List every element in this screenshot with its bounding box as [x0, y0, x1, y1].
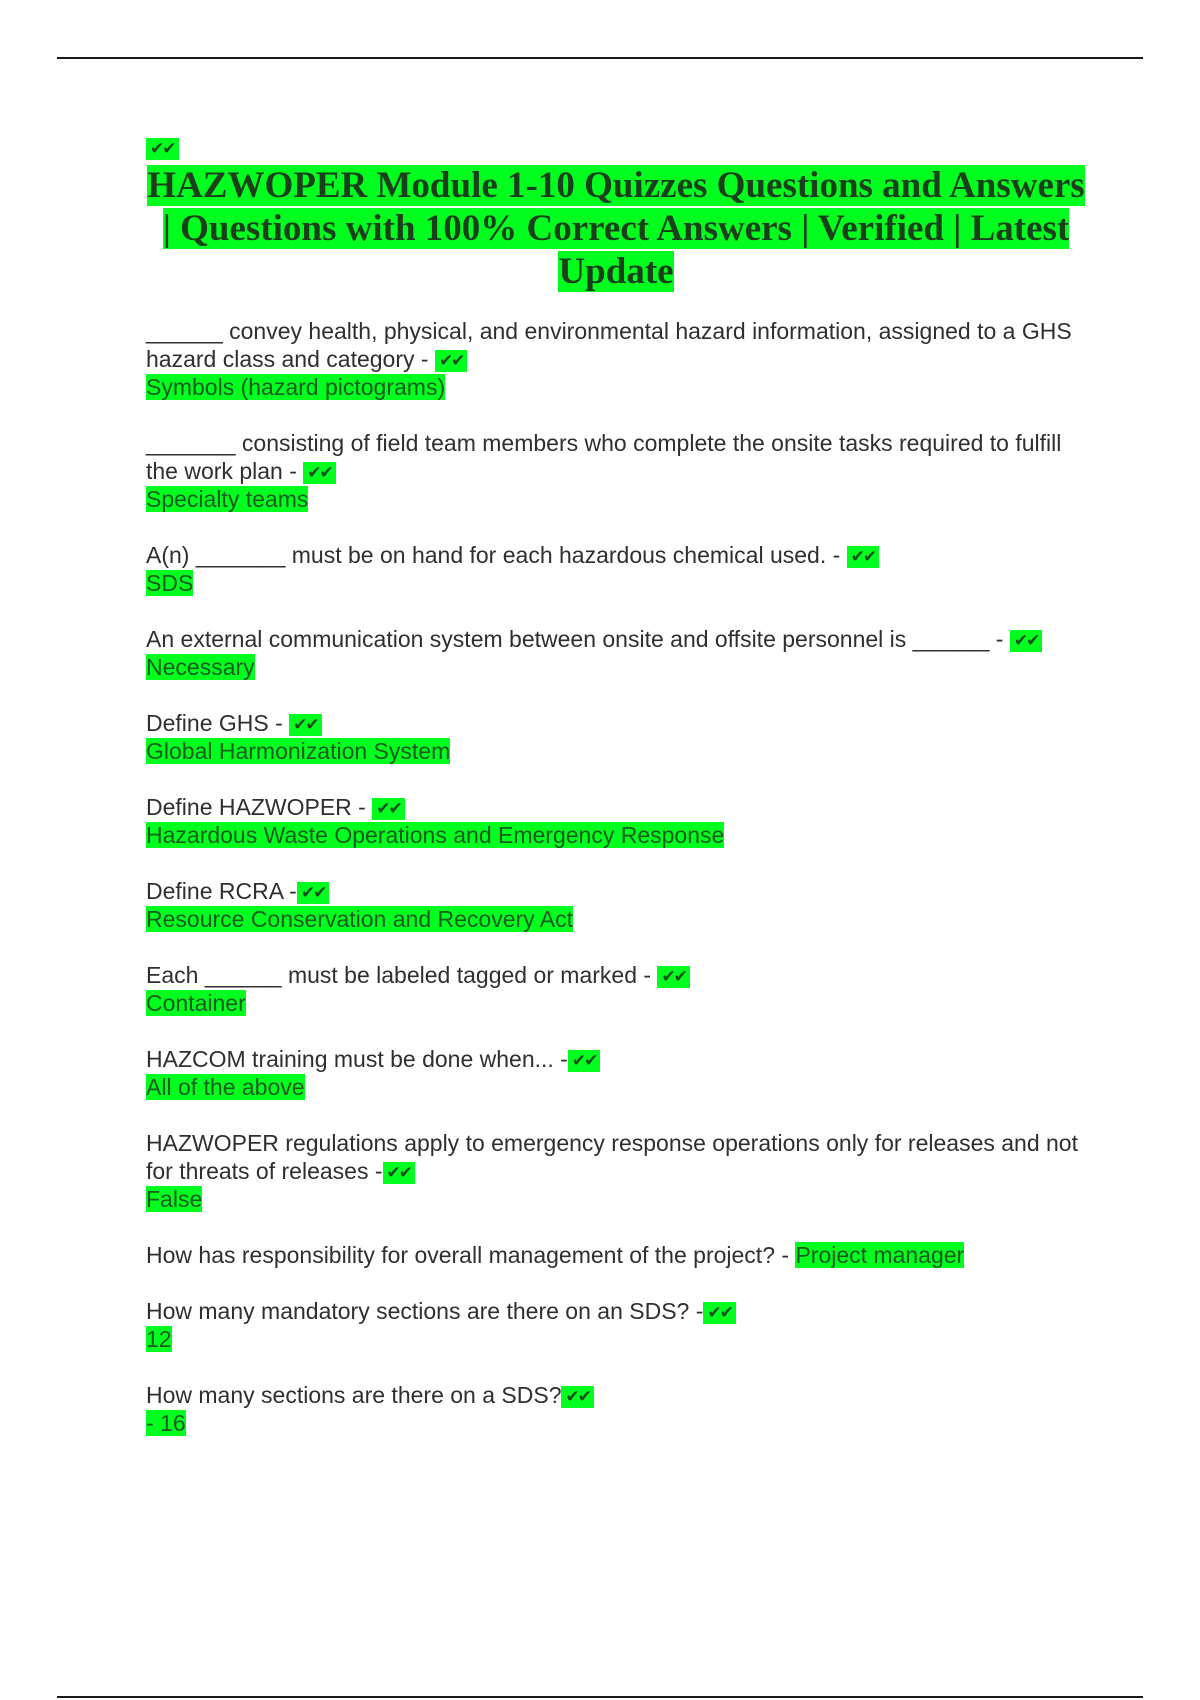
answer-text: - 16: [146, 1410, 186, 1436]
top-rule: [57, 57, 1143, 59]
answer-text: Hazardous Waste Operations and Emergency Response: [146, 822, 725, 848]
qa-item: [146, 429, 1086, 513]
question-text: HAZCOM training must be done when... -: [146, 1046, 568, 1072]
question-text: ______ convey health, physical, and environmental hazard information, assigned to a GHS hazard class and category -: [146, 318, 1072, 372]
bottom-rule: [57, 1696, 1143, 1698]
answer-text: Container: [146, 990, 246, 1016]
document-page: [146, 138, 1086, 1465]
answer-text: Necessary: [146, 654, 255, 680]
qa-item: [146, 541, 1086, 597]
check-mark-icon: ✔✔: [372, 798, 405, 820]
answer-text: False: [146, 1186, 203, 1212]
qa-item: [146, 317, 1086, 401]
question-text: _______ consisting of field team members who complete the onsite tasks required to fulfill the work plan -: [146, 430, 1062, 484]
question-text: Define HAZWOPER -: [146, 794, 373, 820]
answer-text: 12: [146, 1326, 172, 1352]
qa-item: [146, 1297, 1086, 1353]
check-mark-icon: ✔✔: [303, 462, 336, 484]
question-text: How has responsibility for overall management of the project? -: [146, 1242, 796, 1268]
check-mark-icon: ✔✔: [561, 1386, 594, 1408]
question-text: How many sections are there on a SDS?: [146, 1382, 562, 1408]
check-mark-icon: ✔✔: [289, 714, 322, 736]
question-text: HAZWOPER regulations apply to emergency response operations only for releases and not for threats of releases -: [146, 1130, 1078, 1184]
answer-text: Specialty teams: [146, 486, 309, 512]
answer-text: Symbols (hazard pictograms): [146, 374, 446, 400]
answer-text: SDS: [146, 570, 194, 596]
check-mark-icon: ✔✔: [383, 1162, 416, 1184]
check-mark-icon: ✔✔: [657, 966, 690, 988]
question-text: Define GHS -: [146, 710, 290, 736]
check-mark-icon: ✔✔: [435, 350, 468, 372]
question-text: An external communication system between onsite and offsite personnel is ______ -: [146, 626, 1010, 652]
qa-item: [146, 625, 1086, 681]
qa-item: [146, 1241, 1086, 1269]
check-mark-icon: ✔✔: [847, 546, 880, 568]
qa-item: [146, 1129, 1086, 1213]
check-mark-icon: ✔✔: [568, 1050, 601, 1072]
answer-text: All of the above: [146, 1074, 305, 1100]
check-mark-icon: ✔✔: [703, 1302, 736, 1324]
question-text: Each ______ must be labeled tagged or marked -: [146, 962, 658, 988]
check-mark-icon: ✔✔: [146, 138, 179, 160]
qa-item: [146, 877, 1086, 933]
check-mark-icon: ✔✔: [297, 882, 330, 904]
question-text: Define RCRA -: [146, 878, 297, 904]
qa-item: [146, 709, 1086, 765]
question-text: A(n) _______ must be on hand for each hazardous chemical used. -: [146, 542, 847, 568]
check-mark-icon: ✔✔: [1010, 630, 1043, 652]
qa-item: [146, 1381, 1086, 1437]
question-text: How many mandatory sections are there on an SDS? -: [146, 1298, 704, 1324]
answer-text: Project manager: [795, 1242, 965, 1268]
answer-text: Global Harmonization System: [146, 738, 451, 764]
qa-item: [146, 961, 1086, 1017]
answer-text: Resource Conservation and Recovery Act: [146, 906, 573, 932]
qa-item: [146, 1045, 1086, 1101]
document-title: HAZWOPER Module 1-10 Quizzes Questions and Answers | Questions with 100% Correct Answers | Verified | Latest Update: [147, 165, 1085, 292]
qa-item: [146, 793, 1086, 849]
